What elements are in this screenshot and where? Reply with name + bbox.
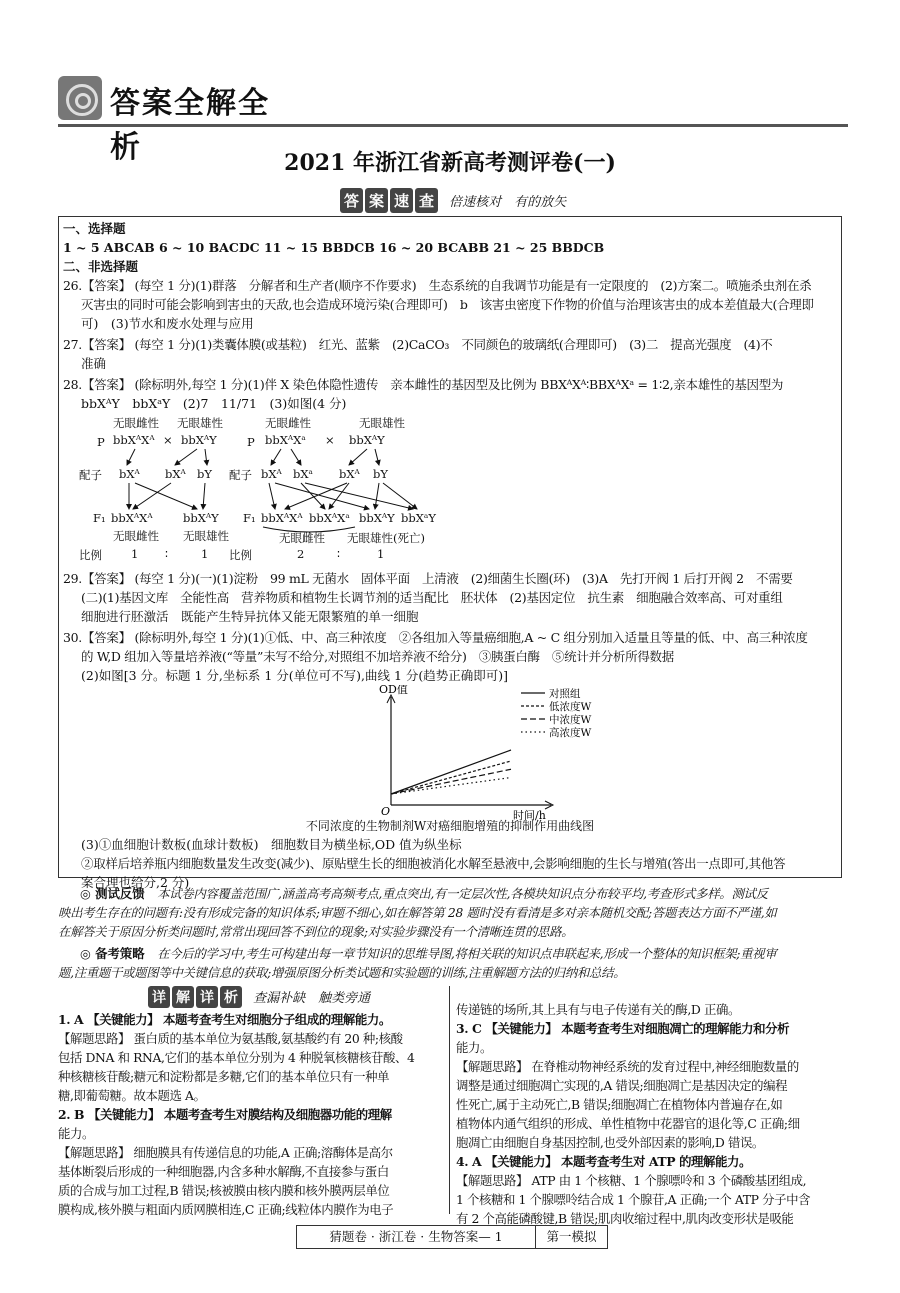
cross-symbol: × (325, 433, 335, 447)
offspring-genotype: bbXᴬXᴬ (261, 511, 303, 525)
explanation-line: 胞凋亡由细胞自身基因控制,也受外部因素的影响,D 错误。 (456, 1135, 764, 1150)
explanation-line: 传递链的场所,其上具有与电子传递有关的酶,D 正确。 (456, 1002, 740, 1017)
q30-line: 的 W,D 组加入等量培养液(“等量”未写不给分,对照组不加培养液不给分) ③胰蛋白酶 ⑤统计并分析所得数据 (81, 649, 674, 664)
series-line (391, 778, 511, 795)
ratio-value: 1 (201, 547, 209, 561)
q30-line: 30.【答案】 (除标明外,每空 1 分)(1)①低、中、高三种浓度 ②各组加入等量癌细胞,A ~ C 组分别加入适量且等量的低、中、高三种浓度 (63, 630, 808, 645)
explanation-line: 能力。 (456, 1040, 492, 1055)
explanation-line: 4. A 【关键能力】 本题考查考生对 ATP 的理解能力。 (456, 1154, 752, 1169)
legend-label: 对照组 (549, 688, 581, 700)
quick-check-char: 案 (365, 188, 388, 213)
ratio-value: 1 (131, 547, 139, 561)
y-axis-label: OD值 (379, 685, 408, 696)
detail-tag-char: 解 (172, 986, 194, 1008)
detail-tag-char: 详 (196, 986, 218, 1008)
q27-line: 27.【答案】 (每空 1 分)(1)类囊体膜(或基粒) 红光、蓝紫 (2)CaCO₃ 不同颜色的玻璃纸(合理即可) (3)二 提高光强度 (4)不 (63, 337, 773, 352)
study-strategy (80, 944, 840, 963)
offspring-genotype: bbXᴬY (359, 511, 395, 525)
offspring-genotype: bbXᴬXᵃ (309, 511, 350, 525)
explanation-line: 1. A 【关键能力】 本题考查考生对细胞分子组成的理解能力。 (58, 1012, 391, 1027)
gamete: bXᴬ (339, 467, 360, 481)
explanation-line: 包括 DNA 和 RNA,它们的基本单位分别为 4 种脱氧核糖核苷酸、4 (58, 1050, 415, 1065)
offspring-genotype: bbXᵃY (401, 511, 436, 525)
explanation-line: 3. C 【关键能力】 本题考查考生对细胞凋亡的理解能力和分析 (456, 1021, 790, 1036)
generation-label: P (247, 435, 255, 449)
genotype: bbXᴬXᴬ (113, 433, 155, 447)
quick-check-subtitle: 倍速核对 有的放矢 (449, 195, 567, 210)
legend-label: 中浓度W (549, 714, 592, 726)
pheno-label: 无眼雌性 (265, 416, 311, 430)
generation-label: F₁ (93, 511, 106, 525)
feedback-text: 本试卷内容覆盖范围广,涵盖高考高频考点,重点突出,有一定层次性,各模块知识点分布较平均,考查形式多样。测试反 (157, 886, 768, 901)
exam-title: 2021 年浙江省新高考测评卷(一) (284, 150, 616, 176)
detail-tag (148, 986, 370, 1008)
q29-line: 29.【答案】 (每空 1 分)(一)(1)淀粉 99 mL 无菌水 固体平面 上清液 (2)细菌生长圈(环) (3)A 先打开阀 1 后打开阀 2 不需要 (63, 571, 793, 586)
legend-label: 低浓度W (549, 701, 592, 713)
explanation-line: 能力。 (58, 1126, 94, 1141)
genotype: bbXᴬY (349, 433, 385, 447)
gamete: bXᴬ (119, 467, 140, 481)
gamete: bXᴬ (261, 467, 282, 481)
q26-line: 26.【答案】 (每空 1 分)(1)群落 分解者和生产者(顺序不作要求) 生态系统的自我调节功能是有一定限度的 (2)方案二。喷施杀虫剂在杀 (63, 278, 812, 293)
pheno-label: 无眼雌性 (113, 416, 159, 430)
explanation-line: 【解题思路】 ATP 由 1 个核糖、1 个腺嘌呤和 3 个磷酸基团组成, (456, 1173, 807, 1188)
gamete-label: 配子 (79, 468, 102, 482)
gamete: bXᵃ (293, 467, 313, 481)
genotype: bbXᴬXᵃ (265, 433, 306, 447)
explanation-line: 2. B 【关键能力】 本题考查考生对膜结构及细胞器功能的理解 (58, 1107, 392, 1122)
genetic-diagram-2 (229, 415, 509, 565)
legend-label: 高浓度W (549, 727, 592, 739)
gamete: bY (197, 467, 212, 481)
strategy-text: 在今后的学习中,考生可构建出每一章节知识的思维导图,将相关联的知识点串联起来,形成一个整体的知识框架;重视审 (157, 946, 777, 961)
q29-line: 细胞进行胚激活 既能产生特异抗体又能无限繁殖的单一细胞 (81, 609, 419, 624)
q28-line: 28.【答案】 (除标明外,每空 1 分)(1)伴 X 染色体隐性遗传 亲本雌性的基因型及比例为 BBXᴬXᴬ∶BBXᴬXᵃ = 1∶2,亲本雄性的基因型为 (63, 377, 784, 392)
feedback-text: 在解答关于原因分析类问题时,常常出现回答不到位的现象;对实验步骤没有一个清晰连贯的思路。 (58, 924, 574, 939)
q29-line: (二)(1)基因文库 全能性高 营养物质和植物生长调节剂的适当配比 胚状体 (2)基因定位 抗生素 细胞融合效率高、可对重组 (81, 590, 783, 605)
test-feedback (80, 884, 840, 903)
header-rule (58, 124, 848, 127)
od-chart (351, 685, 611, 835)
generation-label: F₁ (243, 511, 256, 525)
pheno-label: 无眼雄性 (359, 416, 405, 430)
ratio-label: 比例 (229, 548, 252, 562)
page-footer (296, 1225, 608, 1249)
header-badge (58, 76, 288, 165)
column-divider (449, 986, 450, 1214)
strategy-title: ◎ 备考策略 (80, 946, 145, 961)
detail-tag-char: 析 (220, 986, 242, 1008)
section-heading: 二、非选择题 (63, 259, 139, 274)
gamete: bY (373, 467, 388, 481)
x-axis-label: 时间/h (513, 809, 546, 822)
offspring-pheno: 无眼雄性 (183, 529, 229, 543)
explanation-line: 【解题思路】 在脊椎动物神经系统的发育过程中,神经细胞数量的 (456, 1059, 799, 1074)
offspring-genotype: bbXᴬY (183, 511, 219, 525)
ratio-value: ∶ (165, 547, 168, 561)
q30-line: (3)①血细胞计数板(血球计数板) 细胞数目为横坐标,OD 值为纵坐标 (81, 837, 462, 852)
answer-box (58, 216, 842, 890)
strategy-text: 题,注重题干或题图等中关键信息的获取;增强原图分析类试题和实验题的训练,注重解题方法的归纳和总结。 (58, 965, 626, 980)
explanation-line: 植物体内通气组织的形成、单性植物中花器官的退化等,C 正确;细 (456, 1116, 800, 1131)
od-chart-svg (351, 685, 611, 835)
gamete-label: 配子 (229, 468, 252, 482)
explanation-line: 【解题思路】 细胞膜具有传递信息的功能,A 正确;溶酶体是高尔 (58, 1145, 393, 1160)
pheno-label: 无眼雄性 (177, 416, 223, 430)
explanation-line: 调整是通过细胞凋亡实现的,A 错误;细胞凋亡是基因决定的编程 (456, 1078, 788, 1093)
chart-caption: 不同浓度的生物制剂W对癌细胞增殖的抑制作用曲线图 (305, 819, 595, 833)
explanation-line: 基体断裂后形成的一种细胞器,内含多种水解酶,不直接参与蛋白 (58, 1164, 389, 1179)
header-title: 答案全解全析 (110, 86, 270, 165)
generation-label: P (97, 435, 105, 449)
explanation-line: 性死亡,属于主动死亡,B 错误;细胞凋亡在植物体内普遍存在,如 (456, 1097, 783, 1112)
q28-line: bbXᴬY bbXᵃY (2)7 11/71 (3)如图(4 分) (81, 396, 347, 411)
explanation-line: 质的合成与加工过程,B 错误;核被膜由核内膜和核外膜两层单位 (58, 1183, 390, 1198)
gamete: bXᴬ (165, 467, 186, 481)
q30-line: 案合理也给分,2 分) (81, 875, 190, 890)
quick-check-tag (340, 188, 566, 212)
ratio-label: 比例 (79, 548, 102, 562)
explanation-line: 种核糖核苷酸;糖元和淀粉都是多糖,它们的基本单位只有一种单 (58, 1069, 390, 1084)
series-line (391, 761, 511, 794)
footer-left: 猜题卷 · 浙江卷 · 生物答案— 1 (297, 1226, 536, 1248)
feedback-text: 映出考生存在的问题有:没有形成完备的知识体系;审题不细心,如在解答第 28 题时没有看清是多对亲本随机交配;答题表达方面不严谨,如 (58, 905, 777, 920)
quick-check-char: 查 (415, 188, 438, 213)
section-heading: 一、选择题 (63, 221, 126, 236)
detail-tag-subtitle: 查漏补缺 触类旁通 (253, 991, 371, 1006)
q27-line: 准确 (81, 356, 107, 371)
series-line (391, 750, 511, 794)
diagram-2-arrows (229, 415, 469, 545)
explanation-line: 1 个核糖和 1 个腺嘌呤结合成 1 个腺苷,A 正确;一个 ATP 分子中含 (456, 1192, 811, 1207)
q26-line: 灭害虫的同时可能会影响到害虫的天敌,也会造成环境污染(合理即可) b 该害虫密度下作物的价值与治理该害虫的成本差值最大(合理即 (81, 297, 814, 312)
explanation-line: 膜构成,核外膜与粗面内质网膜相连,C 正确;线粒体内膜作为电子 (58, 1202, 394, 1217)
cross-symbol: × (163, 433, 173, 447)
explanation-left-column (58, 1010, 444, 1219)
ratio-value: 2 (297, 547, 305, 561)
explanation-line: 【解题思路】 蛋白质的基本单位为氨基酸,氨基酸约有 20 种;核酸 (58, 1031, 403, 1046)
q30-line: ②取样后培养瓶内细胞数量发生改变(减少)、原贴壁生长的细胞被消化水解至悬液中,会影响细胞的生长与增殖(答出一点即可,其他答 (81, 856, 786, 871)
q26-line: 可) (3)节水和废水处理与应用 (81, 316, 254, 331)
offspring-pheno: 无眼雌性 (113, 529, 159, 543)
explanation-right-column (456, 1000, 842, 1228)
quick-check-char: 答 (340, 188, 363, 213)
offspring-pheno: 无眼雄性(死亡) (347, 531, 425, 545)
series-line (391, 769, 511, 794)
mc-answers: 1 ~ 5 ABCAB 6 ~ 10 BACDC 11 ~ 15 BBDCB 16 ~ 20 BCABB 21 ~ 25 BBDCB (63, 240, 605, 255)
ratio-value: ∶ (337, 547, 340, 561)
explanation-line: 有 2 个高能磷酸键,B 错误;肌肉收缩过程中,肌肉改变形状是吸能 (456, 1211, 794, 1226)
target-logo-icon (58, 76, 102, 120)
detail-tag-char: 详 (148, 986, 170, 1008)
genotype: bbXᴬY (181, 433, 217, 447)
offspring-genotype: bbXᴬXᴬ (111, 511, 153, 525)
origin-label: O (381, 805, 391, 818)
q30-line: (2)如图[3 分。标题 1 分,坐标系 1 分(单位可不写),曲线 1 分(趋势正确即可)] (81, 668, 509, 683)
test-feedback-title: ◎ 测试反馈 (80, 886, 145, 901)
ratio-value: 1 (377, 547, 385, 561)
quick-check-char: 速 (390, 188, 413, 213)
offspring-pheno: 无眼雌性 (279, 531, 325, 545)
footer-right: 第一模拟 (546, 1229, 597, 1244)
explanation-line: 糖,即葡萄糖。故本题选 A。 (58, 1088, 206, 1103)
